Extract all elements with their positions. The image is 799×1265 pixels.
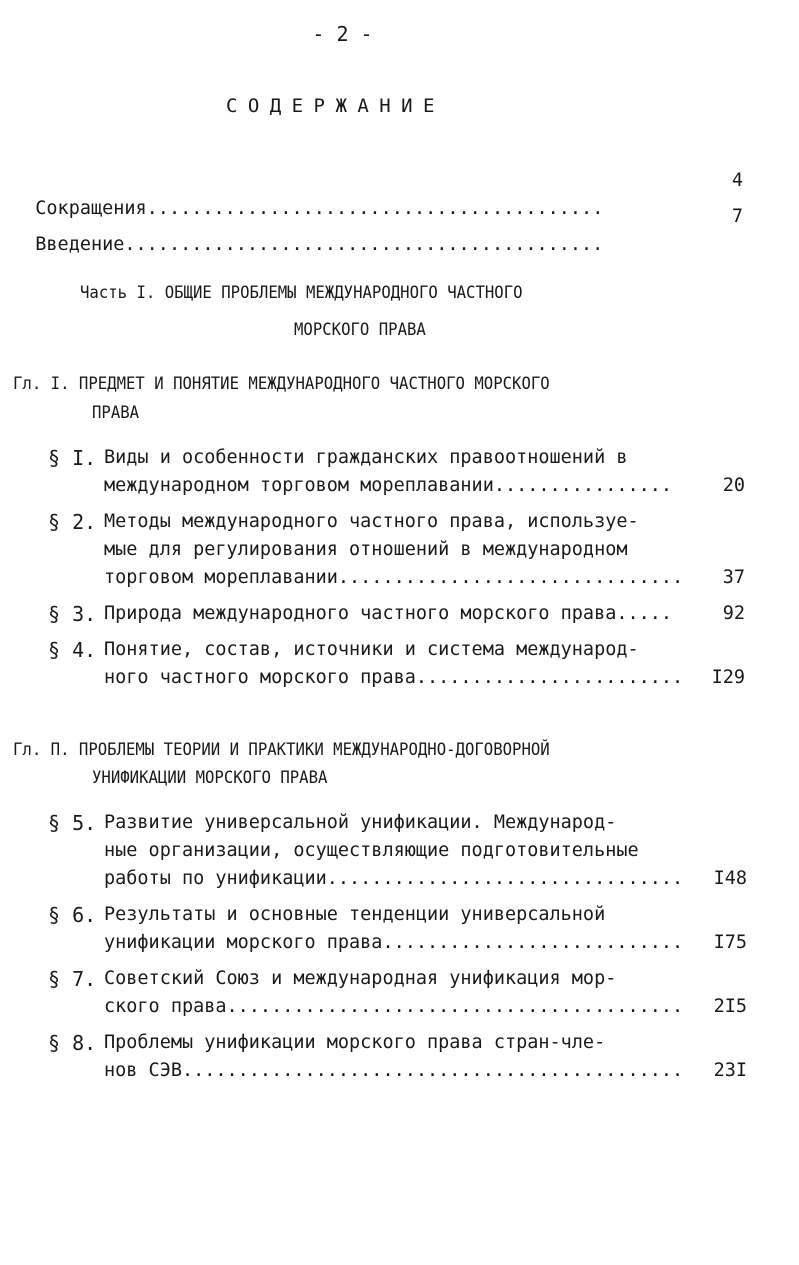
section-line: Результаты и основные тенденции универсальной <box>104 904 606 925</box>
toc-page: 23I <box>713 1060 747 1081</box>
section-line: Советский Союз и международная унификация мор- <box>104 968 617 989</box>
toc-entry-introduction <box>13 203 603 259</box>
part-heading-line1: Часть I. ОБЩИЕ ПРОБЛЕМЫ МЕЖДУНАРОДНОГО ЧАСТНОГО <box>80 283 523 303</box>
toc-page: I48 <box>713 868 747 889</box>
section-line: Виды и особенности гражданских правоотношений в <box>104 447 628 468</box>
toc-label: Сокращения <box>35 198 147 219</box>
section-mark: § 4. <box>48 638 97 662</box>
section-line: ного частного морского права........................ <box>104 667 684 688</box>
contents-title: СОДЕРЖАНИЕ <box>226 95 445 117</box>
toc-page: I29 <box>711 667 745 688</box>
chapter-heading-line1: Гл. П. ПРОБЛЕМЫ ТЕОРИИ И ПРАКТИКИ МЕЖДУНАРОДНО-ДОГОВОРНОЙ <box>13 740 550 760</box>
section-mark: § 7. <box>48 967 97 991</box>
toc-page: 7 <box>731 206 743 227</box>
toc-page: 92 <box>722 603 745 624</box>
toc-page: 20 <box>722 475 745 496</box>
toc-page: 37 <box>722 567 745 588</box>
section-line: мые для регулирования отношений в международном <box>104 539 628 560</box>
section-mark: § 5. <box>48 811 97 835</box>
section-line: нов СЭВ............................................. <box>104 1060 684 1081</box>
section-mark: § 6. <box>48 903 97 927</box>
section-line: торговом мореплавании............................... <box>104 567 684 588</box>
page-number: - 2 - <box>312 22 373 46</box>
chapter-heading-line1: Гл. I. ПРЕДМЕТ И ПОНЯТИЕ МЕЖДУНАРОДНОГО ЧАСТНОГО МОРСКОГО <box>13 374 550 394</box>
section-line: унификации морского права........................... <box>104 932 684 953</box>
section-line: ные организации, осуществляющие подготовительные <box>104 840 639 861</box>
leader-dots: ........................................... <box>124 234 604 255</box>
toc-page: 2I5 <box>713 996 747 1017</box>
toc-page: 4 <box>731 170 743 191</box>
section-line: Методы международного частного права, используе- <box>104 511 639 532</box>
section-line: работы по унификации................................ <box>104 868 684 889</box>
section-line: Природа международного частного морского права..... <box>104 603 673 624</box>
section-mark: § 2. <box>48 510 97 534</box>
chapter-heading-line2: УНИФИКАЦИИ МОРСКОГО ПРАВА <box>92 768 328 788</box>
chapter-heading-line2: ПРАВА <box>92 403 140 423</box>
part-heading-line2: МОРСКОГО ПРАВА <box>294 320 426 340</box>
section-mark: § 8. <box>48 1031 97 1055</box>
toc-page: I75 <box>713 932 747 953</box>
section-line: международном торговом мореплавании................ <box>104 475 673 496</box>
section-line: Развитие универсальной унификации. Международ- <box>104 812 617 833</box>
section-line: ского права......................................... <box>104 996 684 1017</box>
section-mark: § 3. <box>48 602 97 626</box>
section-mark: § I. <box>48 446 97 470</box>
toc-label: Введение <box>35 234 125 255</box>
leader-dots: ......................................... <box>146 198 604 219</box>
section-line: Проблемы унификации морского права стран-чле- <box>104 1032 606 1053</box>
section-line: Понятие, состав, источники и система международ- <box>104 639 639 660</box>
